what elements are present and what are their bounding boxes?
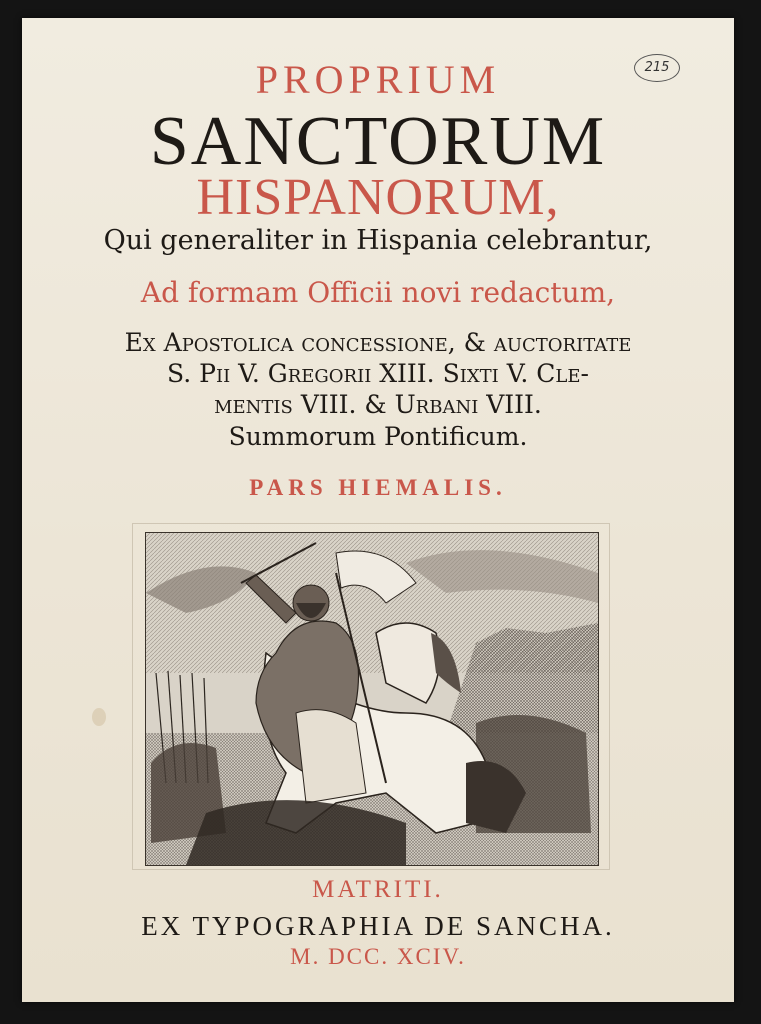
subtitle-line-2: Ad formam Officii novi redactum, xyxy=(140,276,616,309)
subtitle-line-1: Qui generaliter in Hispania celebrantur, xyxy=(103,225,653,256)
title-line-sanctorum: SANCTORUM xyxy=(149,103,607,180)
subtitle-line-4: S. Pii V. Gregorii XIII. Sixti V. Cle- xyxy=(167,359,589,388)
title-line-proprium: PROPRIUM xyxy=(255,57,501,102)
imprint-printer: EX TYPOGRAPHIA DE SANCHA. xyxy=(141,911,615,941)
paper-stain xyxy=(92,708,106,726)
title-line-hispanorum: HISPANORUM, xyxy=(196,169,560,226)
imprint-year: M. DCC. XCIV. xyxy=(290,944,466,969)
subtitle-line-6: Summorum Pontificum. xyxy=(228,422,528,451)
subtitle-line-5: mentis VIII. & Urbani VIII. xyxy=(214,390,542,419)
engraving-saint-james-icon xyxy=(145,532,599,866)
title-page xyxy=(22,18,734,1002)
volume-part-label: PARS HIEMALIS. xyxy=(249,475,507,500)
folio-number-annotation: 215 xyxy=(634,54,680,82)
subtitle-line-3: Ex Apostolica concessione, & auctoritate xyxy=(124,328,632,357)
imprint-city: MATRITI. xyxy=(312,876,444,903)
